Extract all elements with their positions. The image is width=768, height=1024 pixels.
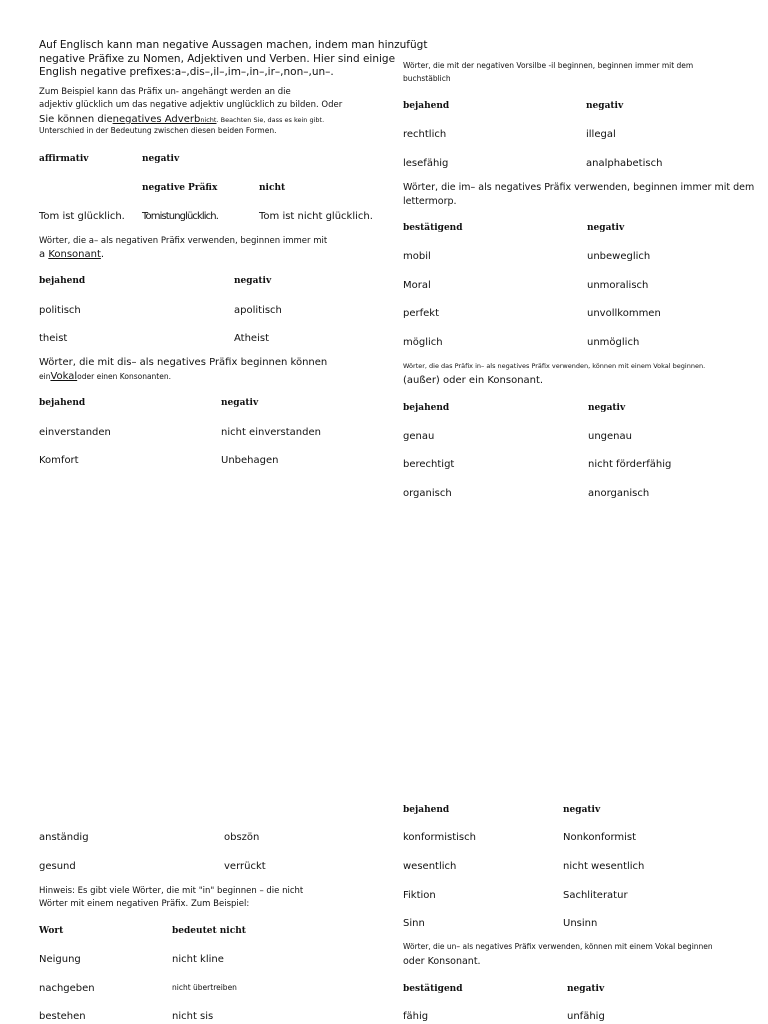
r-table2-cell: unmoralisch <box>587 280 649 291</box>
intro-line-3: English negative prefixes:a–,dis–,il–,im–,in–,ir–,non–,un–. <box>39 66 334 78</box>
table3-header-positive: bejahend <box>39 398 86 408</box>
r-table4-header-negative: negativ <box>563 805 601 815</box>
r-table2-cell: unbeweglich <box>587 251 651 262</box>
bottom-cell: verrückt <box>224 861 266 872</box>
table3-cell: einverstanden <box>39 427 111 438</box>
table1-header-negative: negativ <box>142 154 180 164</box>
example-line-4: Unterschied in der Bedeutung zwischen diesen beiden Formen. <box>39 126 277 135</box>
r-table3-cell: berechtigt <box>403 459 455 470</box>
il-note-line-1: Wörter, die mit der negativen Vorsilbe -il beginnen, beginnen immer mit dem <box>403 61 694 70</box>
hint-line-1: Hinweis: Es gibt viele Wörter, die mit "in" beginnen – die nicht <box>39 886 304 896</box>
dis-note-line-2: einVokaloder einen Konsonanten. <box>39 371 171 382</box>
r-table3-cell: ungenau <box>588 431 632 442</box>
r-table2-cell: perfekt <box>403 308 439 319</box>
il-note-line-2: buchstäblich <box>403 74 451 83</box>
table4-cell: nicht übertreiben <box>172 983 237 992</box>
r-table2-header-positive: bestätigend <box>403 223 463 233</box>
intro-line-1: Auf Englisch kann man negative Aussagen machen, indem man hinzufügt <box>39 39 428 51</box>
table2-header-positive: bejahend <box>39 276 86 286</box>
table3-cell: Komfort <box>39 455 79 466</box>
table4-header-means: bedeutet nicht <box>172 926 246 936</box>
table1-cell: Tom ist nicht glücklich. <box>259 211 373 222</box>
r-table4-cell: Unsinn <box>563 918 598 929</box>
r-table4-cell: nicht wesentlich <box>563 861 645 872</box>
dis-note-line-1: Wörter, die mit dis– als negatives Präfix beginnen können <box>39 357 328 368</box>
r-table5-cell: fähig <box>403 1011 429 1022</box>
r-table3-cell: genau <box>403 431 435 442</box>
table3-cell: nicht einverstanden <box>221 427 321 438</box>
r-table2-cell: unmöglich <box>587 337 640 348</box>
bottom-cell: obszön <box>224 832 260 843</box>
example-line-1: Zum Beispiel kann das Präfix un- angehängt werden an die <box>39 87 291 97</box>
r-table1-cell: illegal <box>586 129 616 140</box>
hint-line-2: Wörter mit einem negativen Präfix. Zum Beispiel: <box>39 899 250 909</box>
table1-header-affirmative: affirmativ <box>39 154 89 164</box>
r-table3-cell: nicht förderfähig <box>588 459 672 470</box>
table4-cell: nicht sis <box>172 1011 214 1022</box>
r-table2-cell: unvollkommen <box>587 308 661 319</box>
table3-header-negative: negativ <box>221 398 259 408</box>
r-table5-cell: unfähig <box>567 1011 605 1022</box>
table2-cell: theist <box>39 333 68 344</box>
r-table2-cell: möglich <box>403 337 443 348</box>
r-table1-header-negative: negativ <box>586 101 624 111</box>
in-note-line-2: (außer) oder ein Konsonant. <box>403 375 544 386</box>
negative-adverb-link[interactable]: negatives Adverb <box>112 114 201 125</box>
table2-header-negative: negativ <box>234 276 272 286</box>
r-table3-cell: organisch <box>403 488 452 499</box>
r-table4-cell: konformistisch <box>403 832 476 843</box>
a-note-line-2: a Konsonant. <box>39 249 105 260</box>
im-note-line-2: lettermorp. <box>403 196 457 207</box>
example-line-3: Sie können dienegatives Adverbnicht. Beachten Sie, dass es kein gibt. <box>39 114 325 125</box>
r-table5-header-negative: negativ <box>567 984 605 994</box>
r-table3-header-positive: bejahend <box>403 403 450 413</box>
table4-cell: Neigung <box>39 954 81 965</box>
table4-header-word: Wort <box>39 926 64 936</box>
a-note-line-1: Wörter, die a– als negativen Präfix verwenden, beginnen immer mit <box>39 236 328 246</box>
example-line-2: adjektiv glücklich um das negative adjektiv unglücklich zu bilden. Oder <box>39 100 343 110</box>
intro-line-2: negative Präfixe zu Nomen, Adjektiven und Verben. Hier sind einige <box>39 53 396 65</box>
table2-cell: apolitisch <box>234 305 282 316</box>
consonant-link[interactable]: Konsonant <box>48 249 101 260</box>
im-note-line-1: Wörter, die im– als negatives Präfix verwenden, beginnen immer mit dem <box>403 182 755 193</box>
r-table4-cell: Sachliteratur <box>563 890 628 901</box>
table2-cell: Atheist <box>234 333 269 344</box>
r-table4-cell: Fiktion <box>403 890 436 901</box>
r-table4-cell: Sinn <box>403 918 425 929</box>
table3-cell: Unbehagen <box>221 455 279 466</box>
r-table5-header-positive: bestätigend <box>403 984 463 994</box>
table1-sub-prefix: negative Präfix <box>142 183 218 193</box>
table4-cell: bestehen <box>39 1011 86 1022</box>
r-table2-header-negative: negativ <box>587 223 625 233</box>
un-note-line-1: Wörter, die un– als negatives Präfix verwenden, können mit einem Vokal beginnen <box>403 942 713 951</box>
un-note-line-2: oder Konsonant. <box>403 956 481 967</box>
table4-cell: nicht kline <box>172 954 224 965</box>
r-table4-cell: Nonkonformist <box>563 832 637 843</box>
r-table4-header-positive: bejahend <box>403 805 450 815</box>
r-table1-cell: analphabetisch <box>586 158 663 169</box>
table2-cell: politisch <box>39 305 81 316</box>
r-table2-cell: mobil <box>403 251 431 262</box>
r-table4-cell: wesentlich <box>403 861 457 872</box>
vowel-link[interactable]: Vokal <box>50 371 78 382</box>
bottom-cell: anständig <box>39 832 89 843</box>
r-table3-header-negative: negativ <box>588 403 626 413</box>
r-table3-cell: anorganisch <box>588 488 650 499</box>
table1-cell: Tom ist glücklich. <box>39 211 125 222</box>
r-table2-cell: Moral <box>403 280 431 291</box>
table1-sub-nicht: nicht <box>259 183 286 193</box>
r-table1-cell: lesefähig <box>403 158 449 169</box>
r-table1-header-positive: bejahend <box>403 101 450 111</box>
in-note-line-1: Wörter, die das Präfix in– als negatives Präfix verwenden, können mit einem Vokal beginnen. <box>403 362 706 370</box>
r-table1-cell: rechtlich <box>403 129 447 140</box>
table1-cell: Tomistunglücklich. <box>142 211 218 222</box>
bottom-cell: gesund <box>39 861 76 872</box>
table4-cell: nachgeben <box>39 983 95 994</box>
